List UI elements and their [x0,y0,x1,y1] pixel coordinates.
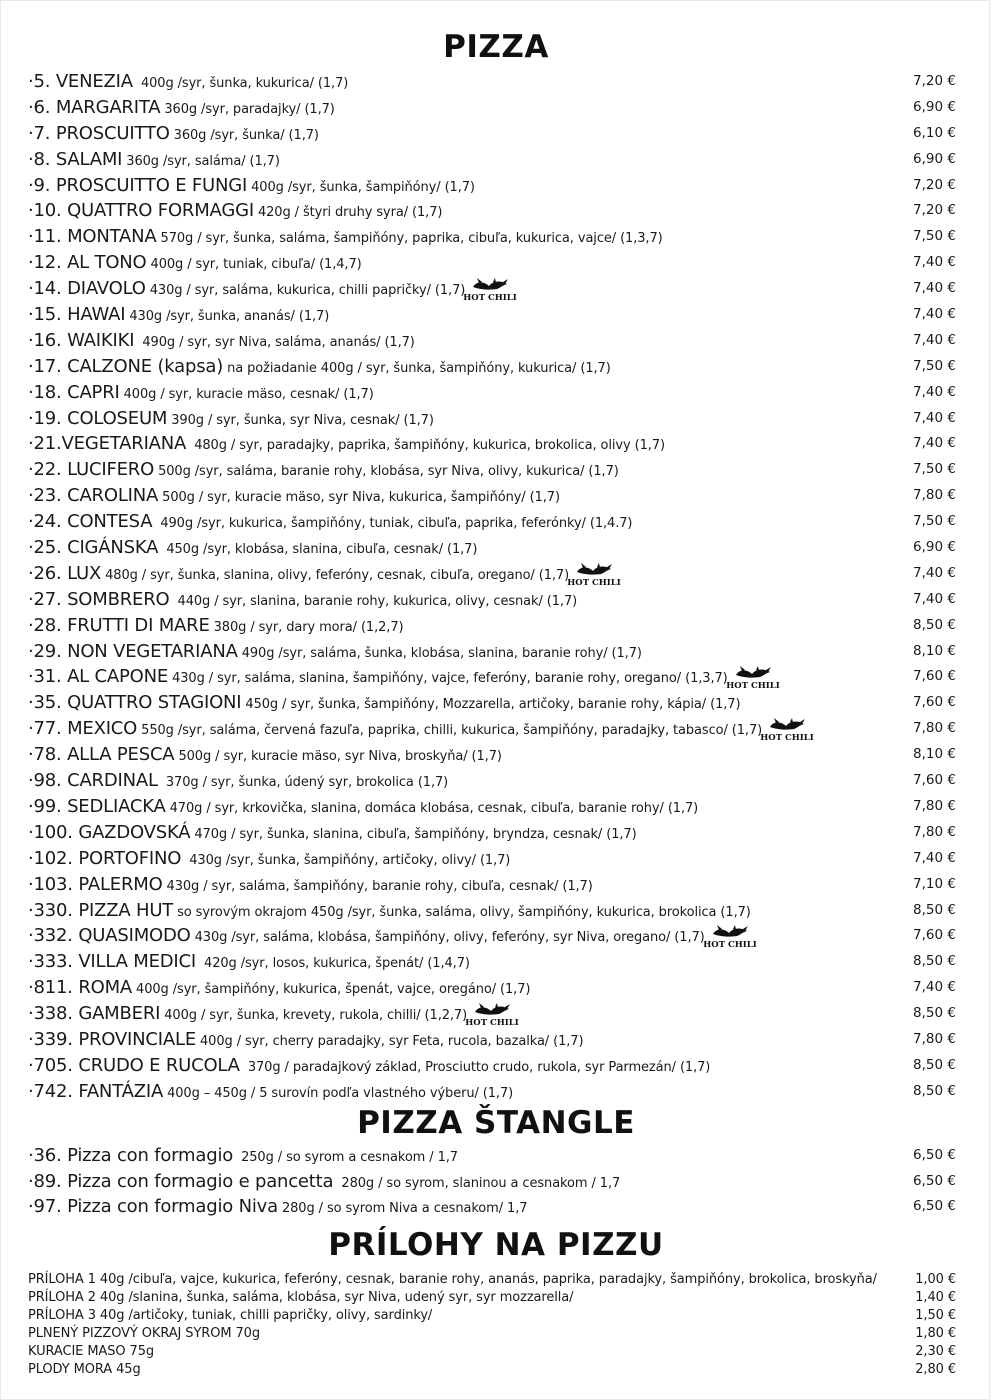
pizza-description: 430g /syr, saláma, klobása, šampiňóny, olivy, feferóny, syr Niva, oregano/ (1,7) [194,930,705,946]
pizza-price: 6,90 € [913,98,956,115]
pizza-name: ·23. CAROLINA [28,485,159,507]
pizza-name: ·742. FANTÁZIA [28,1080,164,1102]
pizza-description: 490g / syr, syr Niva, saláma, ananás/ (1,7) [138,334,415,350]
pizza-description: 430g / syr, saláma, šampiňóny, baranie rohy, cibuľa, cesnak/ (1,7) [166,878,593,894]
pizza-description: 400g / syr, šunka, krevety, rukola, chilli/ (1,2,7) [164,1008,468,1024]
pizza-item [28,276,958,302]
stangle-price: 6,50 € [913,1198,956,1214]
stangle-name: ·97. Pizza con formagio Niva [28,1196,278,1217]
priloha-price: 2,30 € [915,1344,956,1359]
pizza-description: 380g / syr, dary mora/ (1,2,7) [213,619,404,635]
pizza-name: ·99. SEDLIACKA [28,795,166,817]
pizza-price: 7,20 € [913,176,956,193]
pizza-description: 430g /syr, šunka, ananás/ (1,7) [129,309,330,325]
pizza-price: 7,40 € [913,849,956,866]
pizza-name: ·18. CAPRI [28,381,120,403]
pizza-price: 6,90 € [913,539,956,556]
pizza-item [28,431,958,457]
pizza-item [28,664,958,690]
pizza-price: 7,80 € [913,823,956,840]
pizza-item [28,716,958,742]
hot-chili-icon [702,925,757,951]
pizza-price: 7,50 € [913,461,956,478]
pizza-item [28,69,958,95]
pizza-description: 370g / paradajkový základ, Prosciutto crudo, rukola, syr Parmezán/ (1,7) [243,1059,711,1075]
svg-text:HOT CHILI: HOT CHILI [702,940,757,951]
priloha-text: PLNENÝ PIZZOVÝ OKRAJ SYROM 70g [28,1326,260,1341]
svg-text:HOT CHILI: HOT CHILI [567,577,621,588]
prilohy-list [28,1271,958,1379]
pizza-price: 7,40 € [913,306,956,323]
pizza-price: 7,20 € [913,202,956,219]
hot-chili-icon [760,718,814,744]
pizza-name: ·100. GAZDOVSKÁ [28,821,191,843]
pizza-item [28,768,958,794]
pizza-name: ·22. LUCIFERO [28,459,155,481]
pizza-item [28,173,958,199]
pizza-price: 7,40 € [913,331,956,348]
pizza-name: ·17. CALZONE (kapsa) [28,355,224,377]
pizza-description: 430g / syr, saláma, slanina, šampiňóny, vajce, feferóny, baranie rohy, oregano/ (1,3,7) [172,671,728,687]
pizza-price: 7,40 € [913,409,956,426]
pizza-item [28,820,958,846]
pizza-name: ·705. CRUDO E RUCOLA [28,1054,240,1076]
pizza-name: ·21.VEGETARIANA [28,433,187,455]
priloha-text: PRÍLOHA 2 40g /slanina, šunka, saláma, klobása, syr Niva, udený syr, syr mozzarella/ [28,1290,574,1305]
pizza-price: 7,80 € [913,720,956,737]
pizza-item [28,535,958,561]
stangle-list [28,1143,958,1220]
svg-text:HOT CHILI: HOT CHILI [465,1018,519,1029]
priloha-price: 1,80 € [915,1326,956,1341]
pizza-name: ·7. PROSCUITTO [28,122,170,144]
pizza-description: 500g / syr, kuracie mäso, syr Niva, broskyňa/ (1,7) [178,749,502,765]
pizza-name: ·19. COLOSEUM [28,407,168,429]
pizza-description: 420g /syr, losos, kukurica, špenát/ (1,4,7) [200,956,470,972]
pizza-item [28,224,958,250]
svg-text:HOT CHILI: HOT CHILI [760,733,814,744]
pizza-description: 450g /syr, klobása, slanina, cibuľa, cesnak/ (1,7) [162,542,478,558]
priloha-text: PRÍLOHA 1 40g /cibuľa, vajce, kukurica, feferóny, cesnak, baranie rohy, ananás, paprika, paradajky, šampiňóny, brokolica, broskyňa/ [28,1272,877,1287]
pizza-name: ·332. QUASIMODO [28,925,191,947]
pizza-price: 6,10 € [913,124,956,141]
pizza-description: 500g /syr, saláma, baranie rohy, klobása, syr Niva, olivy, kukurica/ (1,7) [158,464,619,480]
pizza-description: 420g / štyri druhy syra/ (1,7) [257,205,443,221]
section-title-stangle: PIZZA ŠTANGLE [357,1105,635,1141]
stangle-name: ·89. Pizza con formagio e pancetta [28,1170,334,1192]
pizza-description: 390g / syr, šunka, syr Niva, cesnak/ (1,7) [171,412,434,428]
pizza-name: ·338. GAMBERI [28,1003,161,1025]
pizza-price: 8,50 € [913,901,956,918]
pizza-name: ·9. PROSCUITTO E FUNGI [28,174,248,196]
pizza-item [28,1001,958,1027]
svg-text:HOT CHILI: HOT CHILI [725,681,780,692]
priloha-text: KURACIE MASO 75g [28,1344,155,1359]
pizza-name: ·25. CIGÁNSKA [28,537,159,559]
pizza-item [28,639,958,665]
pizza-price: 8,50 € [913,1005,956,1022]
pizza-price: 7,50 € [913,228,956,245]
pizza-price: 7,80 € [913,487,956,504]
pizza-price: 6,90 € [913,150,956,167]
pizza-name: ·11. MONTANA [28,226,157,248]
pizza-description: 570g / syr, šunka, saláma, šampiňóny, paprika, cibuľa, kukurica, vajce/ (1,3,7) [160,231,663,247]
pizza-description: 430g / syr, saláma, kukurica, chilli papričky/ (1,7) [149,283,466,299]
pizza-price: 8,10 € [913,746,956,763]
pizza-description: 480g / syr, paradajky, paprika, šampiňóny, kukurica, brokolica, olivy (1,7) [190,438,665,454]
pizza-description: 550g /syr, saláma, červená fazuľa, paprika, chilli, kukurica, šampiňóny, paradajky, tabasco/ (1,7) [141,723,763,739]
priloha-price: 1,40 € [915,1290,956,1305]
pizza-price: 7,80 € [913,1030,956,1047]
priloha-item [28,1307,958,1325]
pizza-price: 7,40 € [913,435,956,452]
pizza-description: 500g / syr, kuracie mäso, syr Niva, kukurica, šampiňóny/ (1,7) [162,490,560,506]
hot-chili-icon [465,1003,519,1029]
pizza-item [28,250,958,276]
pizza-description: 400g / syr, tuniak, cibuľa/ (1,4,7) [150,257,362,273]
priloha-item [28,1325,958,1343]
pizza-name: ·15. HAWAI [28,304,126,326]
stangle-description: 280g / so syrom, slaninou a cesnakom / 1,7 [337,1175,621,1191]
pizza-name: ·103. PALERMO [28,873,163,895]
pizza-price: 8,50 € [913,1082,956,1099]
pizza-price: 7,60 € [913,668,956,685]
stangle-name: ·36. Pizza con formagio [28,1145,234,1166]
priloha-item [28,1361,958,1379]
pizza-item [28,587,958,613]
pizza-name: ·6. MARGARITA [28,96,161,118]
pizza-item [28,121,958,147]
priloha-text: PLODY MORA 45g [28,1362,141,1377]
pizza-price: 7,40 € [913,590,956,607]
priloha-price: 1,50 € [915,1308,956,1323]
pizza-name: ·98. CARDINAL [28,770,158,792]
priloha-price: 1,00 € [915,1272,956,1287]
pizza-name: ·28. FRUTTI DI MARE [28,614,210,636]
pizza-price: 7,40 € [913,979,956,996]
pizza-item [28,794,958,820]
pizza-name: ·339. PROVINCIALE [28,1028,197,1050]
pizza-item [28,354,958,380]
pizza-description: 490g /syr, kukurica, šampiňóny, tuniak, cibuľa, paprika, feferónky/ (1,4.7) [156,516,633,532]
pizza-name: ·29. NON VEGETARIANA [28,640,238,662]
pizza-price: 7,20 € [913,73,956,89]
pizza-item [28,872,958,898]
pizza-price: 8,10 € [913,642,956,659]
section-title-prilohy: PRÍLOHY NA PIZZU [328,1227,664,1263]
pizza-price: 7,60 € [913,772,956,789]
stangle-item [28,1194,958,1220]
pizza-item [28,975,958,1001]
pizza-description: so syrovým okrajom 450g /syr, šunka, saláma, olivy, šampiňóny, kukurica, brokolica (1,7) [177,904,751,920]
pizza-item [28,198,958,224]
pizza-name: ·27. SOMBRERO [28,588,170,610]
stangle-price: 6,50 € [913,1147,956,1163]
pizza-name: ·811. ROMA [28,977,133,999]
pizza-description: 470g / syr, šunka, slanina, cibuľa, šampiňóny, bryndza, cesnak/ (1,7) [194,826,637,842]
stangle-description: 250g / so syrom a cesnakom / 1,7 [237,1150,458,1165]
pizza-name: ·26. LUX [28,562,102,584]
stangle-item [28,1169,958,1195]
pizza-price: 8,50 € [913,616,956,633]
pizza-price: 7,40 € [913,564,956,581]
pizza-description: 440g / syr, slanina, baranie rohy, kukurica, olivy, cesnak/ (1,7) [173,593,578,609]
priloha-item [28,1289,958,1307]
pizza-item [28,406,958,432]
pizza-name: ·77. MEXICO [28,718,138,740]
pizza-price: 8,50 € [913,953,956,970]
pizza-name: ·10. QUATTRO FORMAGGI [28,200,254,222]
pizza-price: 7,10 € [913,875,956,892]
pizza-price: 8,50 € [913,1056,956,1073]
pizza-item [28,1079,958,1105]
pizza-description: 370g / syr, šunka, údený syr, brokolica (1,7) [161,775,449,791]
pizza-name: ·14. DIAVOLO [28,278,146,300]
priloha-item [28,1271,958,1289]
pizza-list [28,69,958,1105]
pizza-name: ·16. WAIKIKI [28,329,135,351]
pizza-item [28,95,958,121]
pizza-item [28,380,958,406]
pizza-name: ·333. VILLA MEDICI [28,951,196,973]
pizza-price: 7,50 € [913,513,956,530]
pizza-description: 480g / syr, šunka, slanina, olivy, feferóny, cesnak, cibuľa, oregano/ (1,7) [105,567,570,583]
svg-text:HOT CHILI: HOT CHILI [463,293,517,304]
pizza-price: 7,40 € [913,280,956,297]
section-title-pizza: PIZZA [443,29,549,65]
pizza-item [28,949,958,975]
pizza-item [28,509,958,535]
pizza-description: na požiadanie 400g / syr, šunka, šampiňóny, kukurica/ (1,7) [227,360,611,376]
pizza-item [28,742,958,768]
pizza-item [28,483,958,509]
pizza-name: ·12. AL TONO [28,252,147,274]
priloha-text: PRÍLOHA 3 40g /artičoky, tuniak, chilli papričky, olivy, sardinky/ [28,1308,433,1323]
pizza-price: 7,80 € [913,797,956,814]
pizza-item [28,302,958,328]
priloha-price: 2,80 € [915,1362,956,1377]
pizza-price: 7,60 € [913,694,956,711]
pizza-item [28,923,958,949]
stangle-item [28,1143,958,1169]
pizza-price: 7,40 € [913,254,956,271]
pizza-item [28,898,958,924]
pizza-name: ·8. SALAMI [28,148,123,170]
pizza-item [28,561,958,587]
pizza-price: 7,50 € [913,357,956,374]
pizza-name: ·31. AL CAPONE [28,666,169,688]
pizza-item [28,1053,958,1079]
pizza-name: ·5. VENEZIA [28,71,133,92]
pizza-item [28,147,958,173]
pizza-description: 430g /syr, šunka, šampiňóny, artičoky, olivy/ (1,7) [185,852,511,868]
hot-chili-icon [725,666,780,692]
pizza-description: 360g /syr, saláma/ (1,7) [126,153,280,169]
pizza-item [28,846,958,872]
pizza-description: 400g /syr, šunka, kukurica/ (1,7) [136,76,349,91]
pizza-item [28,457,958,483]
pizza-description: 400g / syr, kuracie mäso, cesnak/ (1,7) [123,386,374,402]
pizza-name: ·78. ALLA PESCA [28,744,175,766]
pizza-price: 7,40 € [913,383,956,400]
pizza-name: ·102. PORTOFINO [28,847,182,869]
pizza-description: 400g – 450g / 5 surovín podľa vlastného výberu/ (1,7) [167,1085,514,1101]
pizza-description: 400g /syr, šunka, šampiňóny/ (1,7) [251,179,475,195]
stangle-description: 280g / so syrom Niva a cesnakom/ 1,7 [281,1201,528,1216]
pizza-name: ·24. CONTESA [28,511,153,533]
pizza-item [28,328,958,354]
pizza-description: 470g / syr, krkovička, slanina, domáca klobása, cesnak, cibuľa, baranie rohy/ (1,7) [169,800,699,816]
stangle-price: 6,50 € [913,1172,956,1189]
pizza-description: 450g / syr, šunka, šampiňóny, Mozzarella, artičoky, baranie rohy, kápia/ (1,7) [245,697,741,713]
pizza-description: 400g /syr, šampiňóny, kukurica, špenát, vajce, oregáno/ (1,7) [136,982,531,998]
pizza-description: 360g /syr, šunka/ (1,7) [173,127,319,143]
hot-chili-icon [463,278,517,304]
pizza-description: 360g /syr, paradajky/ (1,7) [164,101,335,117]
pizza-item [28,690,958,716]
pizza-description: 400g / syr, cherry paradajky, syr Feta, rucola, bazalka/ (1,7) [200,1033,584,1049]
pizza-description: 490g /syr, saláma, šunka, klobása, slanina, baranie rohy/ (1,7) [241,645,642,661]
pizza-item [28,613,958,639]
hot-chili-icon [567,563,621,588]
pizza-name: ·35. QUATTRO STAGIONI [28,692,242,714]
pizza-price: 7,60 € [913,927,956,944]
priloha-item [28,1343,958,1361]
pizza-name: ·330. PIZZA HUT [28,899,174,921]
pizza-item [28,1027,958,1053]
